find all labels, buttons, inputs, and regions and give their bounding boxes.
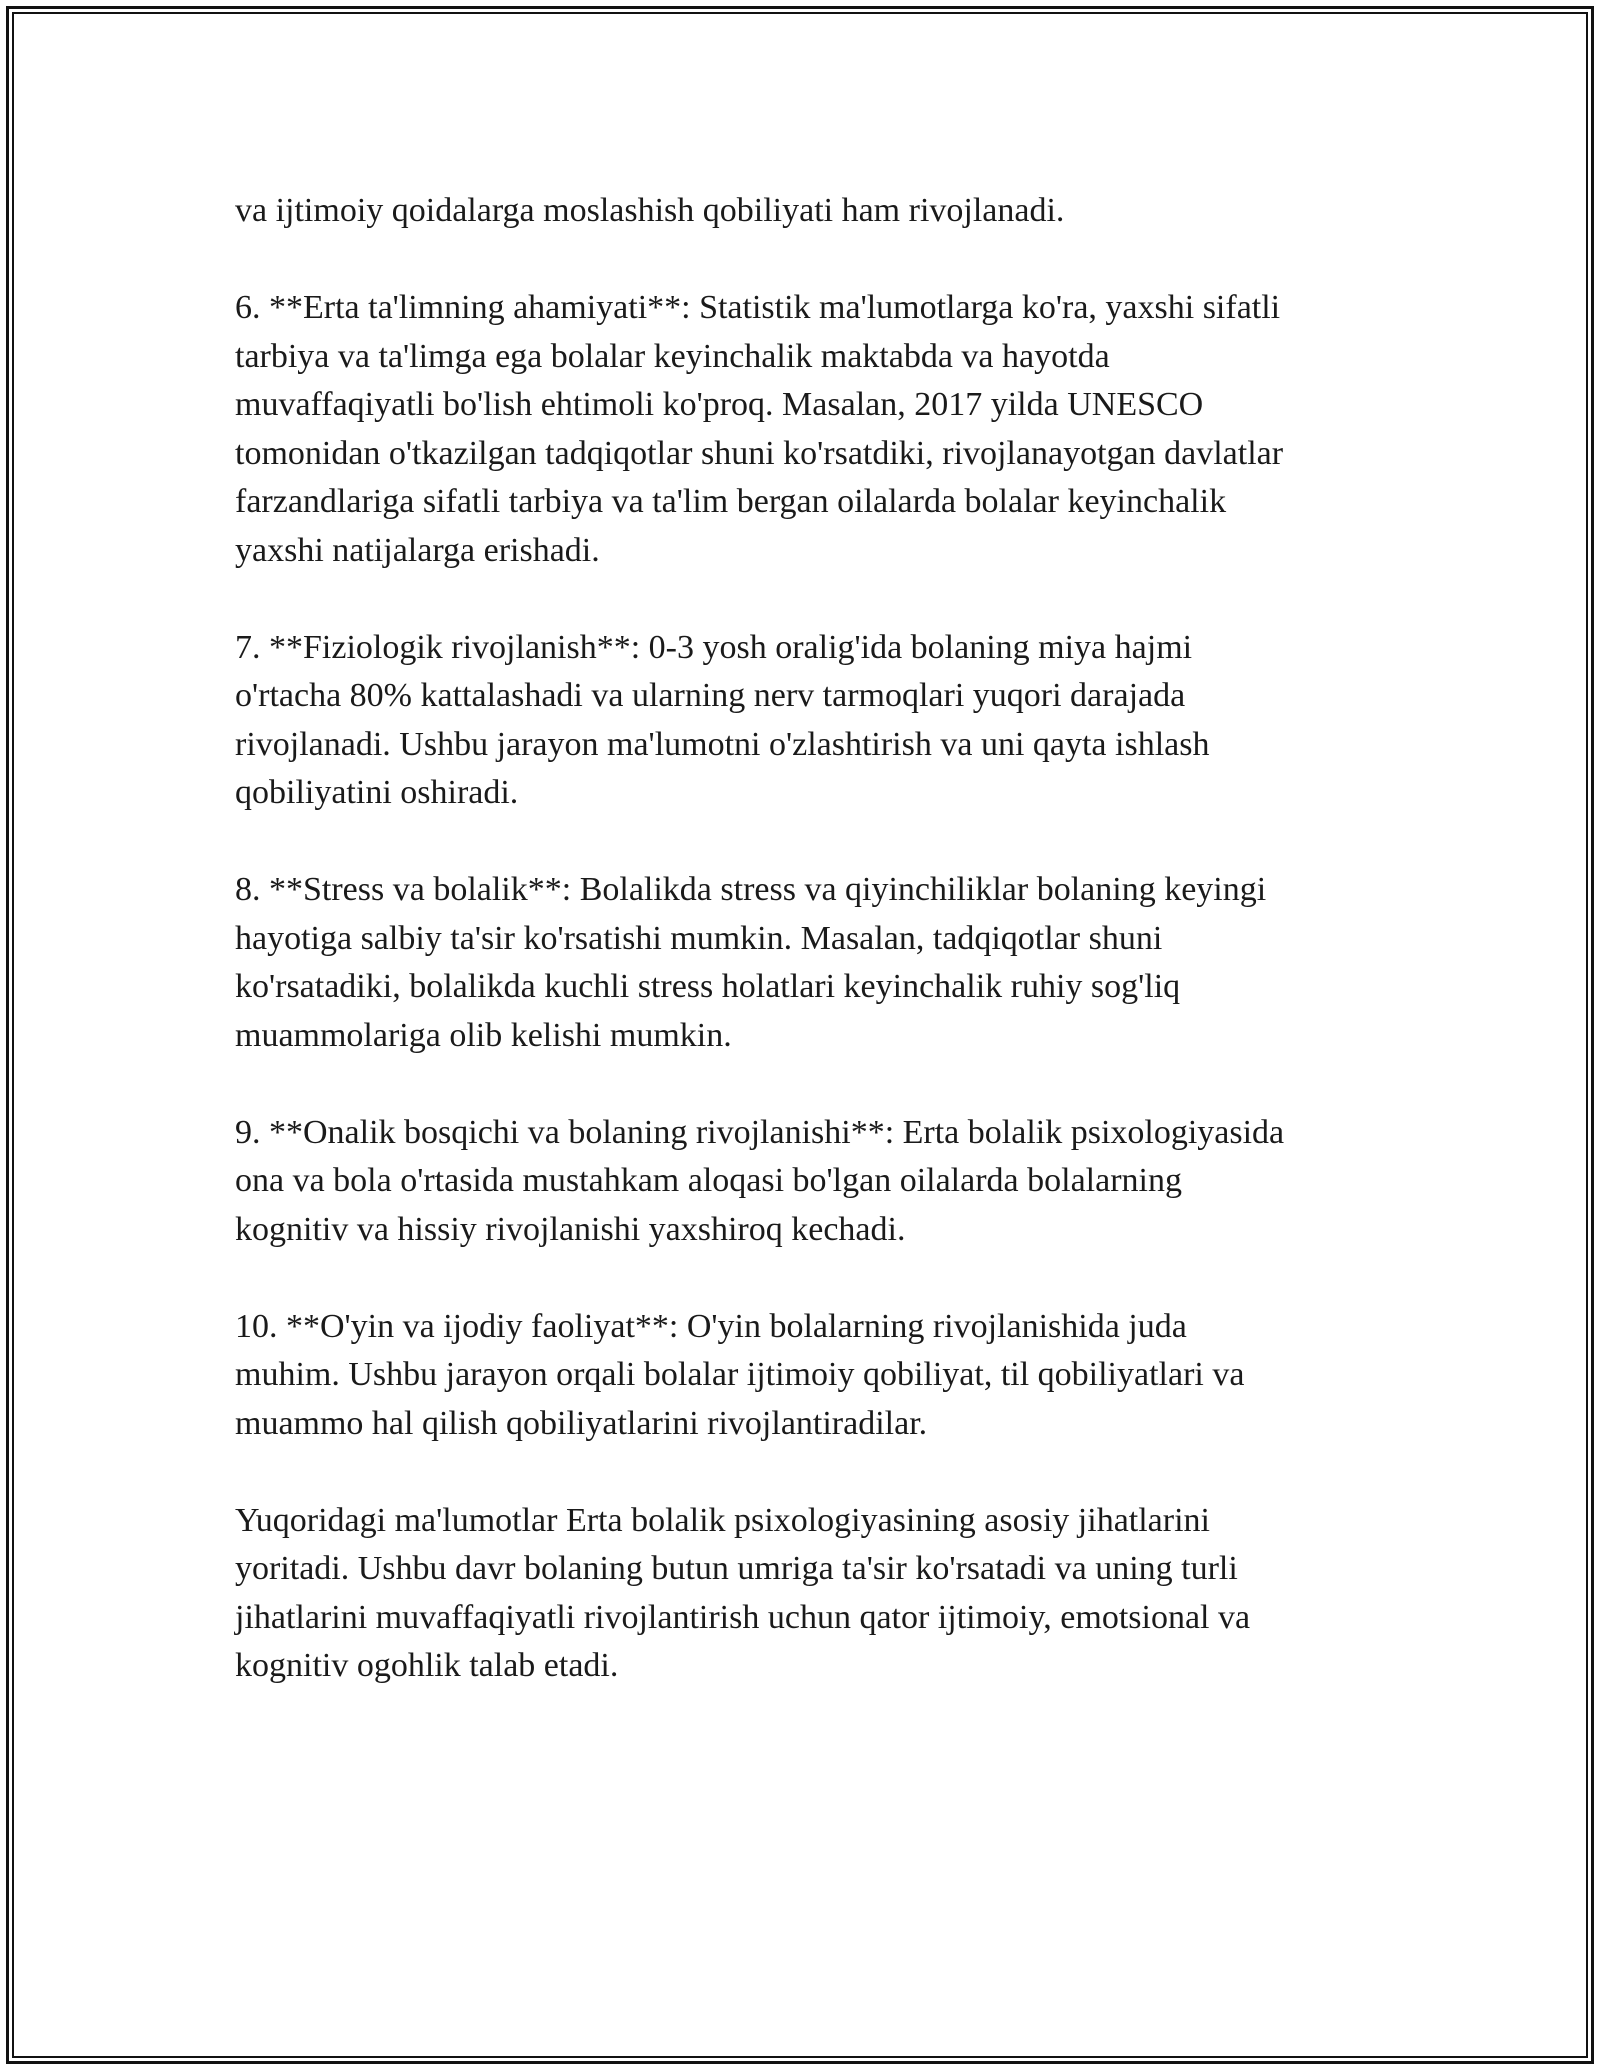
paragraph-item-9: 9. **Onalik bosqichi va bolaning rivojlanishi**: Erta bolalik psixologiyasida ona va bola o'rtasida mustahkam aloqasi bo'lgan oilalarda bolalarning kognitiv va hissiy rivojlanishi yaxshiroq kechadi. bbox=[235, 1113, 1285, 1248]
paragraph-item-8: 8. **Stress va bolalik**: Bolalikda stress va qiyinchiliklar bolaning keyingi hayotiga salbiy ta'sir ko'rsatishi mumkin. Masalan, tadqiqotlar shuni ko'rsatadiki, bolalikda kuchli stress holatlari keyinchalik ruhiy sog'liq muammolariga olib kelishi mumkin. bbox=[235, 871, 1267, 1054]
paragraph-continuation: va ijtimoiy qoidalarga moslashish qobiliyati ham rivojlanadi. bbox=[235, 192, 1065, 229]
paragraph-item-6: 6. **Erta ta'limning ahamiyati**: Statistik ma'lumotlarga ko'ra, yaxshi sifatli tarbiya va ta'limga ega bolalar keyinchalik maktabda va hayotda muvaffaqiyatli bo'lish ehtimoli ko'proq. Masalan, 2017 yilda UNESCO tomonidan o'tkazilgan tadqiqotlar shuni ko'rsatdiki, rivojlanayotgan davlatlar farzandlariga sifatli tarbiya va ta'lim bergan oilalarda bolalar keyinchalik yaxshi natijalarga erishadi. bbox=[235, 289, 1284, 569]
document-body bbox=[235, 187, 1385, 1739]
paragraph-item-10: 10. **O'yin va ijodiy faoliyat**: O'yin bolalarning rivojlanishida juda muhim. Ushbu jarayon orqali bolalar ijtimoiy qobiliyat, til qobiliyatlari va muammo hal qilish qobiliyatlarini rivojlantiradilar. bbox=[235, 1307, 1245, 1442]
paragraph-conclusion: Yuqoridagi ma'lumotlar Erta bolalik psixologiyasining asosiy jihatlarini yoritadi. Ushbu davr bolaning butun umriga ta'sir ko'rsatadi va uning turli jihatlarini muvaffaqiyatli rivojlantirish uchun qator ijtimoiy, emotsional va kognitiv ogohlik talab etadi. bbox=[235, 1501, 1251, 1684]
paragraph-item-7: 7. **Fiziologik rivojlanish**: 0-3 yosh oralig'ida bolaning miya hajmi o'rtacha 80% kattalashadi va ularning nerv tarmoqlari yuqori darajada rivojlanadi. Ushbu jarayon ma'lumotni o'zlashtirish va uni qayta ishlash qobiliyatini oshiradi. bbox=[235, 628, 1210, 811]
